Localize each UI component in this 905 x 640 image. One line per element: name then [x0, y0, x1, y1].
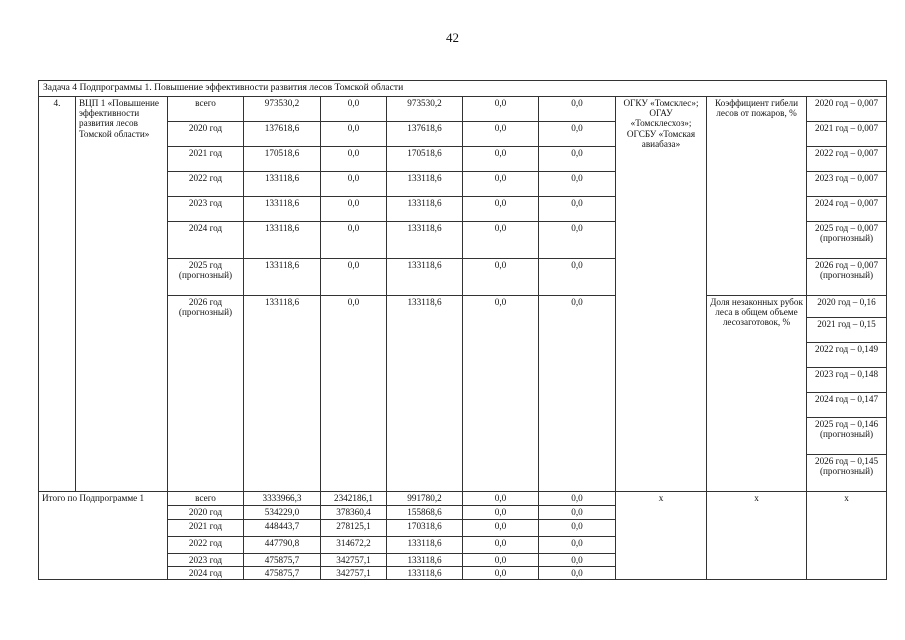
total-label: Итого по Подпрограмме 1	[39, 491, 168, 580]
value-cell: 133118,6	[387, 258, 463, 295]
value-cell: 0,0	[539, 491, 616, 505]
value-cell: 0,0	[463, 505, 539, 519]
period-cell: всего	[168, 96, 244, 121]
value-cell: 133118,6	[387, 295, 463, 491]
period-cell: 2025 год (прогнозный)	[168, 258, 244, 295]
value-cell: 378360,4	[321, 505, 387, 519]
value-cell: 170318,6	[387, 519, 463, 536]
value-cell: 0,0	[539, 171, 616, 196]
value-cell: 278125,1	[321, 519, 387, 536]
indicator-value: 2023 год – 0,007	[807, 171, 887, 196]
value-cell: 137618,6	[387, 121, 463, 146]
value-cell: 133118,6	[387, 196, 463, 221]
indicator-value: 2025 год – 0,007 (прогнозный)	[807, 221, 887, 258]
value-cell: 133118,6	[387, 221, 463, 258]
value-cell: 0,0	[321, 146, 387, 171]
value-cell: 0,0	[463, 121, 539, 146]
period-cell: 2024 год	[168, 221, 244, 258]
value-cell: 133118,6	[244, 171, 321, 196]
value-cell: 0,0	[321, 96, 387, 121]
indicator-value: 2020 год – 0,16	[807, 296, 886, 318]
value-cell: 133118,6	[387, 567, 463, 580]
period-cell: 2023 год	[168, 196, 244, 221]
value-cell: 314672,2	[321, 536, 387, 553]
indicator-value: 2021 год – 0,007	[807, 121, 887, 146]
task-row	[39, 81, 887, 97]
value-cell: 0,0	[539, 295, 616, 491]
value-cell: 0,0	[321, 196, 387, 221]
value-cell: 342757,1	[321, 553, 387, 566]
period-cell: 2021 год	[168, 146, 244, 171]
period-cell: 2022 год	[168, 171, 244, 196]
value-cell: 133118,6	[387, 536, 463, 553]
value-cell: 0,0	[321, 121, 387, 146]
value-cell: 137618,6	[244, 121, 321, 146]
value-cell: 0,0	[463, 491, 539, 505]
value-cell: 0,0	[463, 553, 539, 566]
period-cell: 2022 год	[168, 536, 244, 553]
value-cell: 0,0	[321, 171, 387, 196]
value-cell: 0,0	[463, 536, 539, 553]
indicator-value: 2024 год – 0,147	[807, 393, 886, 418]
value-cell: 133118,6	[387, 171, 463, 196]
row-number: 4.	[39, 96, 76, 491]
value-cell: 0,0	[463, 221, 539, 258]
total-indicator: х	[707, 491, 807, 580]
value-cell: 3333966,3	[244, 491, 321, 505]
value-cell: 0,0	[463, 519, 539, 536]
value-cell: 0,0	[539, 196, 616, 221]
value-cell: 448443,7	[244, 519, 321, 536]
indicator-values-list	[807, 295, 887, 491]
task-title: Задача 4 Подпрограммы 1. Повышение эффективности развития лесов Томской области	[39, 81, 887, 97]
page-number: 42	[446, 30, 459, 45]
value-cell: 0,0	[539, 258, 616, 295]
period-cell: всего	[168, 491, 244, 505]
indicator-value: 2020 год – 0,007	[807, 96, 887, 121]
value-cell: 475875,7	[244, 553, 321, 566]
value-cell: 475875,7	[244, 567, 321, 580]
value-cell: 0,0	[539, 519, 616, 536]
program-table	[38, 80, 887, 580]
value-cell: 0,0	[539, 146, 616, 171]
indicator-name: Коэффициент гибели лесов от пожаров, %	[707, 96, 807, 295]
value-cell: 0,0	[539, 567, 616, 580]
table-row	[39, 491, 887, 505]
value-cell: 170518,6	[244, 146, 321, 171]
value-cell: 0,0	[539, 553, 616, 566]
indicator-value: 2025 год – 0,146 (прогнозный)	[807, 418, 886, 455]
value-cell: 447790,8	[244, 536, 321, 553]
period-cell: 2020 год	[168, 505, 244, 519]
value-cell: 0,0	[463, 146, 539, 171]
indicator-value: 2021 год – 0,15	[807, 318, 886, 343]
period-cell: 2024 год	[168, 567, 244, 580]
value-cell: 133118,6	[244, 295, 321, 491]
indicator-value: 2023 год – 0,148	[807, 368, 886, 393]
indicator-name: Доля незаконных рубок леса в общем объеме лесозаготовок, %	[707, 295, 807, 491]
value-cell: 133118,6	[244, 258, 321, 295]
value-cell: 991780,2	[387, 491, 463, 505]
value-cell: 0,0	[539, 505, 616, 519]
indicator-value: 2026 год – 0,007 (прогнозный)	[807, 258, 887, 295]
table-row	[39, 96, 887, 121]
value-cell: 0,0	[539, 221, 616, 258]
value-cell: 0,0	[463, 295, 539, 491]
value-cell: 133118,6	[387, 553, 463, 566]
value-cell: 0,0	[463, 258, 539, 295]
value-cell: 0,0	[321, 258, 387, 295]
value-cell: 170518,6	[387, 146, 463, 171]
indicator-value: 2022 год – 0,149	[807, 343, 886, 368]
indicator-value: 2022 год – 0,007	[807, 146, 887, 171]
value-cell: 2342186,1	[321, 491, 387, 505]
value-cell: 534229,0	[244, 505, 321, 519]
value-cell: 973530,2	[387, 96, 463, 121]
total-executor: х	[616, 491, 707, 580]
value-cell: 0,0	[463, 567, 539, 580]
period-cell: 2021 год	[168, 519, 244, 536]
value-cell: 973530,2	[244, 96, 321, 121]
period-cell: 2020 год	[168, 121, 244, 146]
value-cell: 0,0	[539, 121, 616, 146]
value-cell: 0,0	[463, 171, 539, 196]
total-indicator-value: х	[807, 491, 887, 580]
value-cell: 0,0	[463, 196, 539, 221]
value-cell: 0,0	[539, 96, 616, 121]
executor-cell: ОГКУ «Томсклес»; ОГАУ «Томсклесхоз»; ОГСБУ «Томская авиабаза»	[616, 96, 707, 491]
value-cell: 342757,1	[321, 567, 387, 580]
value-cell: 0,0	[463, 96, 539, 121]
value-cell: 0,0	[321, 295, 387, 491]
value-cell: 133118,6	[244, 196, 321, 221]
period-cell: 2026 год (прогнозный)	[168, 295, 244, 491]
period-cell: 2023 год	[168, 553, 244, 566]
value-cell: 0,0	[539, 536, 616, 553]
indicator-value: 2024 год – 0,007	[807, 196, 887, 221]
indicator-value: 2026 год – 0,145 (прогнозный)	[814, 455, 879, 477]
value-cell: 0,0	[321, 221, 387, 258]
value-cell: 133118,6	[244, 221, 321, 258]
value-cell: 155868,6	[387, 505, 463, 519]
program-name: ВЦП 1 «Повышение эффективности развития лесов Томской области»	[76, 96, 168, 491]
